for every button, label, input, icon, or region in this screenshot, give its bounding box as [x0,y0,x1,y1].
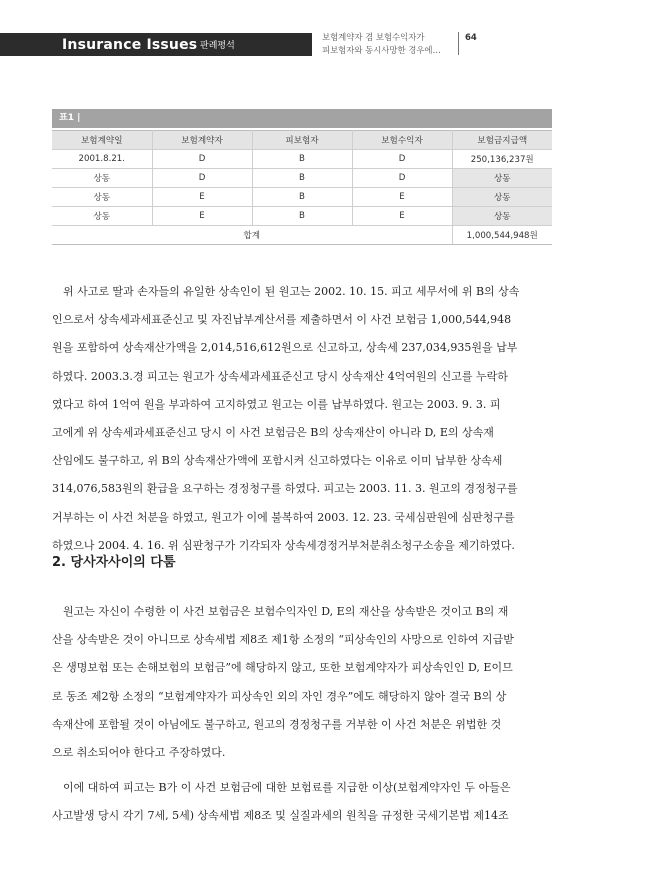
col-header-payout: 보험금지급액 [452,131,552,150]
text-line: 원을 포함하여 상속재산가액을 2,014,516,612원으로 신고하고, 상속세 237,034,935원을 납부 [52,341,518,355]
table-cell: D [152,150,252,169]
table-row [52,150,552,169]
table-cell: 상동 [452,169,552,188]
text-line: 산임에도 불구하고, 위 B의 상속재산가액에 포함시켜 신고하였다는 이유로 이미 납부한 상속세 [52,454,503,468]
table-cell: 2001.8.21. [52,150,152,169]
paragraph-defendant-claim [52,774,554,830]
page-number: 64 [465,33,477,43]
table-cell: B [252,188,352,207]
text-line: 하였다. 2003.3.경 피고는 원고가 상속세과세표준신고 당시 상속재산 4억여원의 신고를 누락하 [52,369,508,383]
col-header-insured: 피보험자 [252,131,352,150]
table-cell: B [252,150,352,169]
table-cell: D [352,150,452,169]
table-cell: 상동 [52,169,152,188]
text-line: 원고는 자신이 수령한 이 사건 보험금은 보험수익자인 D, E의 재산을 상속받은 것이고 B의 재 [63,605,509,618]
table-cell: E [152,207,252,226]
section-label: 판례평석 [200,41,235,51]
table-cell: 상동 [52,188,152,207]
running-title-line-2: 피보험자와 동시사망한 경우에… [322,45,441,55]
table-row [52,188,552,207]
text-line: 속재산에 포함될 것이 아님에도 불구하고, 원고의 경정청구를 거부한 이 사건 처분은 위법한 것 [52,717,502,731]
text-line: 고에게 위 상속세과세표준신고 당시 이 사건 보험금은 B의 상속재산이 아니라 D, E의 상속재 [52,426,494,440]
table-cell: E [352,207,452,226]
table-cell: 250,136,237원 [452,150,552,169]
text-line: 인으로서 상속세과세표준신고 및 자진납부계산서를 제출하면서 이 사건 보험금 1,000,544,948 [52,313,512,327]
text-line: 산을 상속받은 것이 아니므로 상속세법 제8조 제1항 소정의 “피상속인의 사망으로 인하여 지급받 [52,633,514,647]
text-line: 였다고 하여 1억여 원을 부과하여 고지하였고 원고는 이를 납부하였다. 원고는 2003. 9. 3. 피 [52,397,501,411]
paragraph-facts [52,278,554,560]
running-title [322,31,450,57]
total-label: 합계 [52,226,452,245]
text-line: 이에 대하여 피고는 B가 이 사건 보험금에 대한 보험료를 지급한 이상(보험계약자인 두 아들은 [63,781,511,794]
text-line: 으로 취소되어야 한다고 주장하였다. [52,746,226,760]
text-line: 거부하는 이 사건 처분을 하였고, 원고가 이에 불복하여 2003. 12. 23. 국세심판원에 심판청구를 [52,510,515,524]
table-row [52,207,552,226]
section-heading: 2. 당사자사이의 다툼 [52,555,176,570]
col-header-policyholder: 보험계약자 [152,131,252,150]
col-header-beneficiary: 보험수익자 [352,131,452,150]
table-total-row [52,226,552,245]
text-line: 314,076,583원의 환급을 요구하는 경정청구를 하였다. 피고는 2003. 11. 3. 원고의 경정청구를 [52,482,518,496]
table-cell: 상동 [452,188,552,207]
paragraph-plaintiff-claim [52,598,554,767]
table-cell: B [252,207,352,226]
text-line: 은 생명보험 또는 손해보험의 보험금”에 해당하지 않고, 또한 보험계약자가 피상속인인 D, E이므 [52,661,513,675]
total-value: 1,000,544,948원 [452,226,552,245]
table-header-row [52,131,552,150]
running-title-line-1: 보험계약자 겸 보험수익자가 [322,32,425,42]
table-cell: 상동 [52,207,152,226]
table-cell: E [352,188,452,207]
col-header-contract-date: 보험계약일 [52,131,152,150]
table-cell: B [252,169,352,188]
text-line: 위 사고로 딸과 손자들의 유일한 상속인이 된 원고는 2002. 10. 15. 피고 세무서에 위 B의 상속 [63,285,520,298]
table-caption: 표1 | [52,109,552,128]
insurance-table [52,130,552,245]
table-cell: E [152,188,252,207]
table-row [52,169,552,188]
text-line: 하였으나 2004. 4. 16. 위 심판청구가 기각되자 상속세경정거부처분취소청구소송을 제기하였다. [52,538,515,552]
header-divider [458,32,459,55]
table-cell: D [352,169,452,188]
text-line: 로 동조 제2항 소정의 “보험계약자가 피상속인 외의 자인 경우”에도 해당하지 않아 결국 B의 상 [52,689,507,703]
table-cell: 상동 [452,207,552,226]
text-line: 사고발생 당시 각기 7세, 5세) 상속세법 제8조 및 실질과세의 원칙을 규정한 국세기본법 제14조 [52,809,509,823]
table-cell: D [152,169,252,188]
journal-title: Insurance Issues [62,37,198,53]
